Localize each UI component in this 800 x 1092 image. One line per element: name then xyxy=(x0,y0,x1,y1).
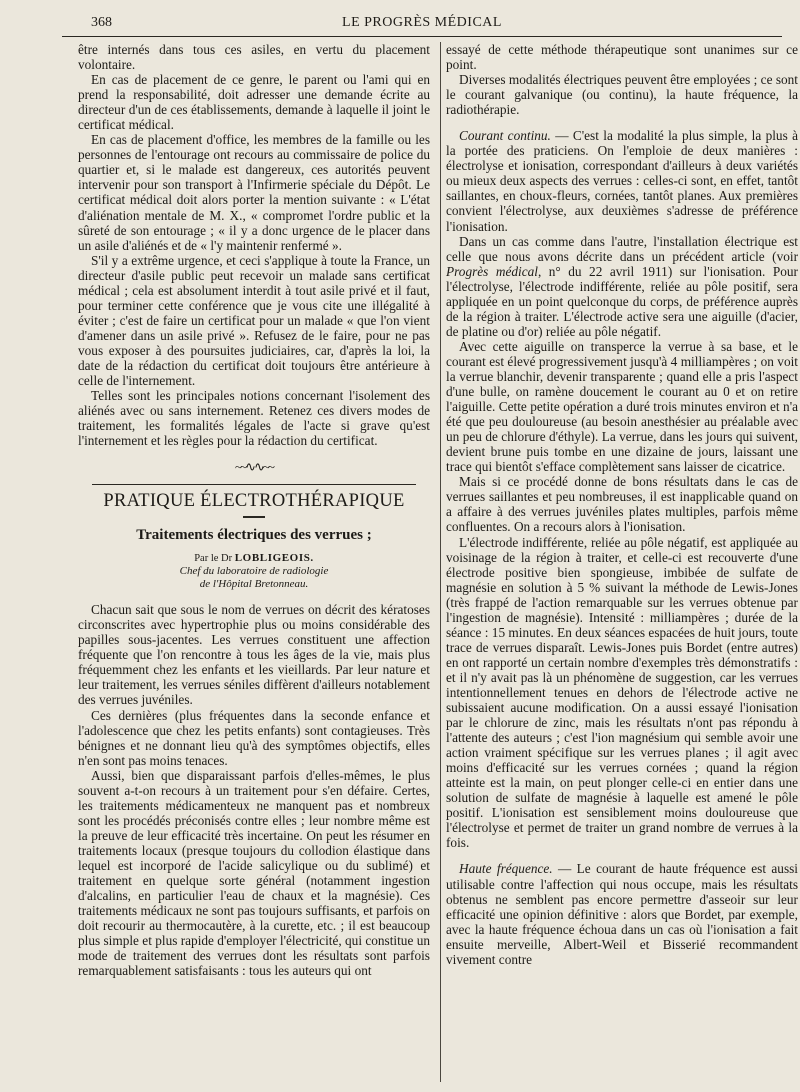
author-affiliation xyxy=(78,565,430,590)
paragraph: En cas de placement d'office, les membres de la famille ou les personnes de l'entourage ont recours au commissaire de police du quartier et, si le malade est dangereux, ces autorités peuvent intervenir pour son transport à l'Infirmerie spéciale du Dépôt. Le certificat médical doit alors porter la mention suivante : « L'état d'aliénation mentale de M. X., « compromet l'ordre public et la sûreté de son entourage ; « il y a donc urgence de le placer dans un asile d'aliénés et de « l'y maintenir renfermé ». xyxy=(78,132,430,253)
paragraph: S'il y a extrême urgence, et ceci s'applique à toute la France, un directeur d'asile public peut recevoir un malade sans certificat médical ; cela est absolument interdit à tout asile privé et il faut, pour terminer cette conférence que je vous cite une illégalité à éviter ; c'est de faire un certificat pour un malade « que l'on vient d'amener dans un asile privé ». Refusez de le faire, pour ne pas vous exposer à des poursuites judiciaires, car, d'après la loi, la date de la rédaction du certificat doit toujours être antérieure à celle de l'internement. xyxy=(78,252,430,389)
paragraph: Avec cette aiguille on transperce la verrue à sa base, et le courant est élevé progressivement jusqu'à 4 milliampères ; on voit la verrue blanchir, devenir transparente ; quand elle a pris l'aspect d'une bulle, on ramène doucement le courant au 0 et on retire l'aiguille. Cette petite opération a duré trois minutes environ et n'a été que peu douloureuse (au besoin anesthésier au préalable avec un peu de chlorure d'éthyle). La verrue, dans les jours qui suivent, devient brune puis tombe en une dizaine de jours, laissant une trace qui bientôt s'efface complètement sans laisser de cicatrice. xyxy=(446,338,798,475)
paragraph: Aussi, bien que disparaissant parfois d'elles-mêmes, le plus souvent a-t-on recours à un traitement pour s'en défaire. Certes, les traitements médicamenteux ne manquent pas et nombreux sont les procédés préconisés contre elles ; leur nombre même est la preuve de leur efficacité très incertaine. On peut les résumer en traitements locaux (presque toujours du collodion élastique dans lequel est incorporé de l'acide salicylique ou du sublimé) et traitement en quelque sorte général (notamment ingestion d'alcalins, en particulier l'eau de chaux et la magnésie). Ces traitements médicaux ne sont pas toujours suffisants, et parfois on doit recourir au thermocautère, à la curette, etc. ; il est beaucoup plus simple et plus rapide d'employer l'électricité, qui constitue un mode de traitement des verrues dont les résultats sont parfois remarquablement satisfaisants : tous les auteurs qui ont xyxy=(78,767,430,979)
byline-prefix: Par le Dr xyxy=(194,552,233,564)
paragraph-text: , n° du 22 avril 1911) sur l'ionisation. Pour l'électrolyse, l'électrode indifférente, reliée au pôle positif, sera appliquée en un point quelconque du corps, de préférence auprès de la région à traiter. L'électrode active sera une aiguille (d'acier, de platine ou d'or) reliée au pôle négatif. xyxy=(446,263,798,339)
paragraph xyxy=(446,234,798,339)
paragraph: L'électrode indifférente, reliée au pôle négatif, est appliquée au voisinage de la région à traiter, et celle-ci est recouverte d'une électrode positive bien spongieuse, imbibée de sulfate de magnésie en solution à 5 % suivant la méthode de Lewis-Jones (très frappé de l'action remarquable sur les verrues obtenue par l'ingestion de magnésie). Intensité : milliampères ; durée de la séance : 15 minutes. En deux séances espacées de huit jours, toute trace de verrues disparaît. Lewis-Jones puis Bordet (entre autres) en ont rapporté un certain nombre d'exemples très démonstratifs : et il n'y avait pas là un phénomène de suggestion, car les verrues intentionnellement tenues en dehors de l'électrode active ne subissaient aucune modification. On a aussi essayé l'ionisation par le chlorure de zinc, mais les résultats n'ont pas répondu à l'attente des auteurs ; c'est l'ion magnésium qui semble avoir une action vraiment spécifique sur les verrues planes ; il agit avec moins d'efficacité sur les verrues cornées ; quand la région atteinte est la main, on peut plonger celle-ci en entier dans une solution de sulfate de magnésie à laquelle est amené le pôle positif. L'ionisation est sensiblement moins douloureuse que l'électrolyse et permet de traiter un grand nombre de verrues à la fois. xyxy=(446,534,798,851)
paragraph: En cas de placement de ce genre, le parent ou l'ami qui en prend la responsabilité, doit adresser une demande écrite au directeur d'un de ces établissements, demande à laquelle il joint le certificat médical. xyxy=(78,72,430,133)
section-ornament: ~~∿∿~~ xyxy=(235,459,273,475)
paragraph: Ces dernières (plus fréquentes dans la seconde enfance et l'adolescence que chez les petits enfants) sont contagieuses. Très bénignes et ne donnant lieu qu'à des symptômes objectifs, elles n'en sont pas moins tenaces. xyxy=(78,707,430,768)
paragraph: être internés dans tous ces asiles, en vertu du placement volontaire. xyxy=(78,42,430,73)
author-affiliation-line: Chef du laboratoire de radiologie xyxy=(179,565,329,578)
paragraph-courant-continu xyxy=(446,128,798,233)
citation: Progrès médical xyxy=(446,263,538,279)
paragraph-text: — Le courant de haute fréquence est aussi utilisable contre l'affection qui nous occupe, mais les résultats obtenus ne semblent pas encore permettre d'asseoir sur leur efficacité une opinion définitive : alors que Bordet, par exemple, avec la haute fréquence échoua dans un cas où l'ionisation a fait ensuite merveille, Albert-Weil et Bisserié recommandent vivement contre xyxy=(446,861,798,967)
column-divider xyxy=(440,42,441,1082)
paragraph: Chacun sait que sous le nom de verrues on décrit des kératoses circonscrites avec hypertrophie plus ou moins considérable des papilles sous-jacentes. Les verrues constituent une affection fréquente que l'on rencontre à tous les âges de la vie, mais plus fréquemment chez les enfants et les vieillards. Par leur nature et leur traitement, les verrues séniles diffèrent d'ailleurs notablement des verrues juvéniles. xyxy=(78,602,430,708)
journal-title: LE PROGRÈS MÉDICAL xyxy=(342,15,502,30)
author-affiliation-line: de l'Hôpital Bretonneau. xyxy=(199,577,309,590)
paragraph: essayé de cette méthode thérapeutique sont unanimes sur ce point. xyxy=(446,42,798,73)
paragraph: Mais si ce procédé donne de bons résultats dans le cas de verrues saillantes et peu nombreuses, il est inapplicable quand on a affaire à des verrues juvéniles plates multiples, parfois même confluentes. On a recours alors à l'ionisation. xyxy=(446,474,798,535)
paragraph: Diverses modalités électriques peuvent être employées ; ce sont le courant galvanique (ou continu), la haute fréquence, la radiothérapie. xyxy=(446,72,798,118)
byline xyxy=(78,552,430,566)
subsection-label: Haute fréquence. xyxy=(459,861,553,877)
subsection-label: Courant continu. xyxy=(459,128,551,144)
author-name: LOBLIGEOIS. xyxy=(234,551,314,564)
page-number: 368 xyxy=(91,15,112,30)
title-rule xyxy=(243,516,265,517)
left-column xyxy=(78,42,430,978)
paragraph-text: Dans un cas comme dans l'autre, l'installation électrique est celle que nous avons décrite dans un précédent article (voir xyxy=(446,233,798,264)
page-header xyxy=(62,12,782,37)
paragraph-text: — C'est la modalité la plus simple, la plus à la portée des praticiens. On l'emploie de deux manières : électrolyse et ionisation, correspondant d'ailleurs à deux variétés ou mieux deux aspects des verrues : celles-ci sont, en effet, tantôt saillantes, en choux-fleurs, cornées, tantôt planes. Aux premières convient l'électrolyse, aux deuxièmes s'adresse de préférence l'ionisation. xyxy=(446,128,798,234)
section-title: PRATIQUE ÉLECTROTHÉRAPIQUE xyxy=(92,484,416,509)
right-column xyxy=(446,42,798,967)
paragraph: Telles sont les principales notions concernant l'isolement des aliénés avec ou sans internement. Retenez ces divers modes de traitement, les formalités légales de l'acte si grave qu'est l'internement et les règles pour la rédaction du certificat. xyxy=(78,388,430,449)
article-title: Traitements électriques des verrues ; xyxy=(136,526,372,543)
paragraph-haute-frequence xyxy=(446,861,798,966)
